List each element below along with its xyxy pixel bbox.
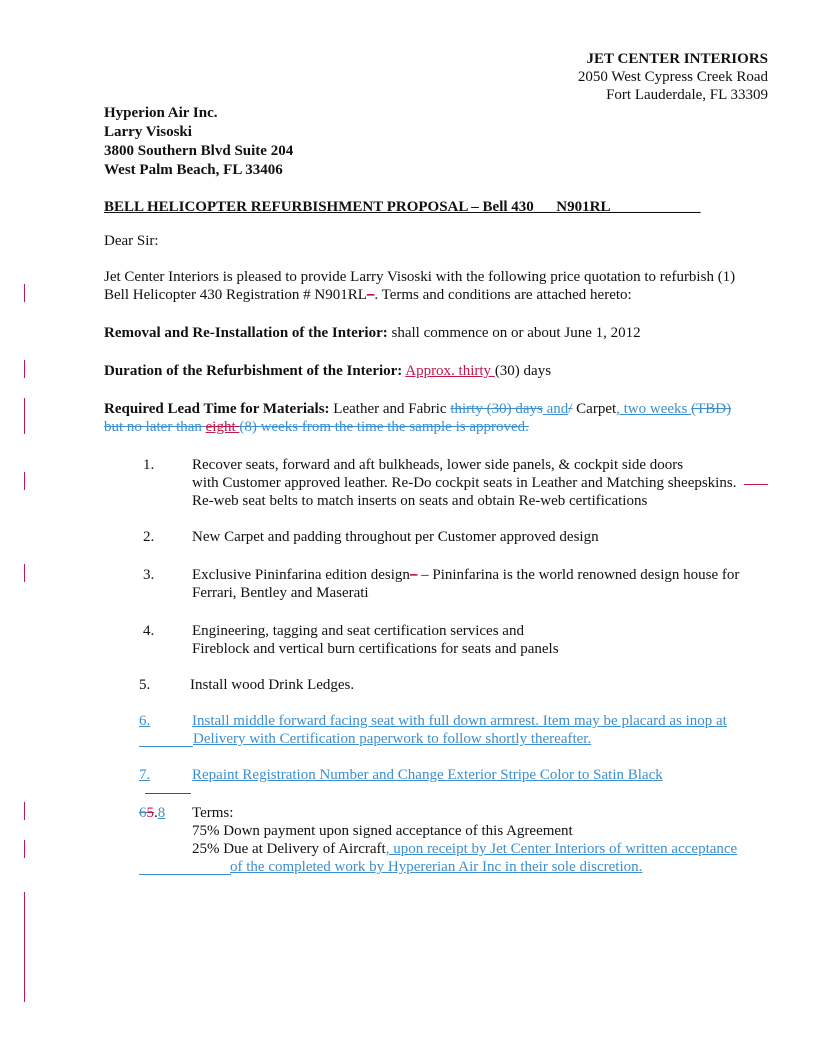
change-bar: [24, 284, 25, 302]
item-number: 2.: [143, 529, 155, 545]
lead-time-line-1: Required Lead Time for Materials: Leather and Fabric thirty (30) days and/ Carpet, two weeks (TBD): [104, 401, 732, 417]
item-1-line-2: with Customer approved leather. Re-Do cockpit seats in Leather and Matching sheepskins.: [192, 475, 737, 491]
item-5-line-1: Install wood Drink Ledges.: [190, 677, 355, 693]
terms-line-1: 75% Down payment upon signed acceptance of this Agreement: [192, 823, 573, 839]
item-number: 1.: [143, 457, 155, 473]
item-4-line-2: Fireblock and vertical burn certifications for seats and panels: [192, 641, 559, 657]
item-number: 7.: [139, 767, 151, 783]
change-bar: [24, 398, 25, 434]
recipient-city: West Palm Beach, FL 33406: [104, 162, 283, 178]
item-number: 6.: [139, 713, 151, 729]
insert-mark: [145, 793, 191, 794]
terms-line-3: of the completed work by Hypererian Air Inc in their sole discretion.: [230, 859, 643, 875]
item-2-line-1: New Carpet and padding throughout per Customer approved design: [192, 529, 599, 545]
item-number: 5.: [139, 677, 151, 693]
intro-line-2: Bell Helicopter 430 Registration # N901RL–. Terms and conditions are attached hereto:: [104, 287, 632, 303]
change-bar: [24, 802, 25, 820]
recipient-company: Hyperion Air Inc.: [104, 105, 218, 121]
item-3-line-2: Ferrari, Bentley and Maserati: [192, 585, 369, 601]
change-bar: [24, 564, 25, 582]
change-bar: [24, 840, 25, 858]
item-3-line-1: Exclusive Pininfarina edition design– – Pininfarina is the world renowned design house for: [192, 567, 740, 583]
recipient-street: 3800 Southern Blvd Suite 204: [104, 143, 294, 159]
item-4-line-1: Engineering, tagging and seat certification services and: [192, 623, 524, 639]
item-number: 4.: [143, 623, 155, 639]
lead-time-line-2: but no later than eight (8) weeks from the time the sample is approved.: [104, 419, 529, 435]
company-street: 2050 West Cypress Creek Road: [577, 69, 768, 85]
item-1-line-1: Recover seats, forward and aft bulkheads, lower side panels, & cockpit side doors: [192, 457, 684, 473]
change-bar: [24, 360, 25, 378]
company-city: Fort Lauderdale, FL 33309: [606, 87, 768, 103]
insert-underline: [139, 746, 193, 747]
item-6-line-2: Delivery with Certification paperwork to follow shortly thereafter.: [193, 731, 592, 747]
item-1-line-3: Re-web seat belts to match inserts on seats and obtain Re-web certifications: [192, 493, 648, 509]
item-number: 3.: [143, 567, 155, 583]
salutation: Dear Sir:: [104, 233, 159, 249]
company-name: JET CENTER INTERIORS: [586, 51, 768, 67]
item-7-line-1: Repaint Registration Number and Change Exterior Stripe Color to Satin Black: [192, 767, 663, 783]
proposal-title: BELL HELICOPTER REFURBISHMENT PROPOSAL – Bell 430___N901RL____________: [104, 199, 701, 215]
deleted-dash: [744, 484, 768, 485]
change-bar: [24, 472, 25, 490]
insert-underline: [139, 874, 231, 875]
change-bar: [24, 892, 25, 1002]
terms-line-2: 25% Due at Delivery of Aircraft, upon receipt by Jet Center Interiors of written acceptance: [192, 841, 738, 857]
duration-line: Duration of the Refurbishment of the Interior: Approx. thirty (30) days: [104, 363, 552, 379]
terms-label: Terms:: [192, 805, 234, 821]
item-6-line-1: Install middle forward facing seat with full down armrest. Item may be placard as inop at: [192, 713, 727, 729]
removal-line: Removal and Re-Installation of the Interior: shall commence on or about June 1, 2012: [104, 325, 641, 341]
terms-number: 65.8: [139, 805, 166, 821]
intro-line-1: Jet Center Interiors is pleased to provide Larry Visoski with the following price quotation to refurbish (1): [104, 269, 736, 285]
recipient-person: Larry Visoski: [104, 124, 192, 140]
